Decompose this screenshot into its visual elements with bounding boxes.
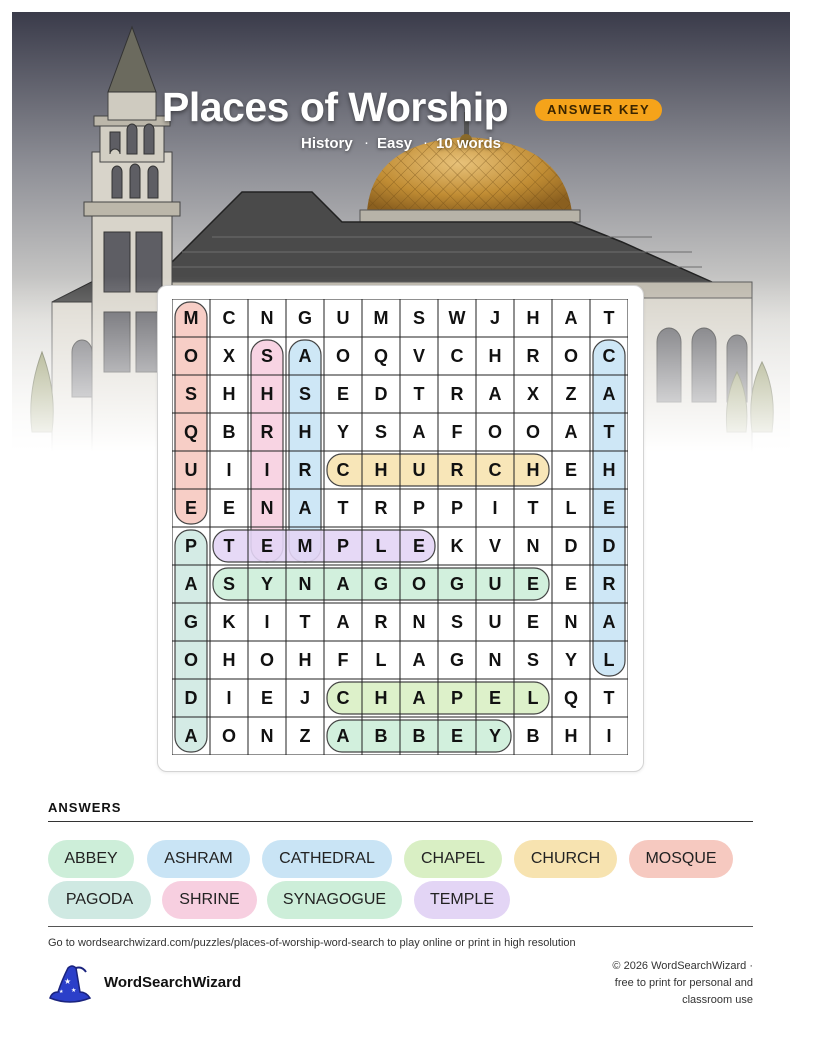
grid-cell[interactable]: F <box>337 650 349 670</box>
answer-chip-ashram: ASHRAM <box>147 840 250 878</box>
grid-cell[interactable]: O <box>525 422 540 442</box>
grid-cell[interactable]: R <box>260 422 274 442</box>
grid-cell[interactable]: S <box>374 422 387 442</box>
grid-cell[interactable]: U <box>336 308 350 328</box>
grid-cell[interactable]: P <box>184 536 197 556</box>
grid-cell[interactable]: E <box>412 536 425 556</box>
grid-cell[interactable]: U <box>488 612 502 632</box>
grid-cell[interactable]: V <box>412 346 425 366</box>
grid-cell[interactable]: N <box>260 726 274 746</box>
grid-cell[interactable]: X <box>222 346 235 366</box>
grid-cell[interactable]: B <box>526 726 540 746</box>
grid-cell[interactable]: O <box>411 574 426 594</box>
grid-cell[interactable]: N <box>298 574 312 594</box>
grid-cell[interactable]: G <box>449 650 464 670</box>
grid-cell[interactable]: H <box>602 460 616 480</box>
grid-cell[interactable]: Q <box>373 346 388 366</box>
wizard-hat-icon <box>46 962 94 1006</box>
grid-cell[interactable]: N <box>564 612 578 632</box>
grid-cell[interactable]: N <box>260 308 274 328</box>
grid-cell[interactable]: A <box>564 308 578 328</box>
word-search-grid <box>172 299 628 755</box>
grid-cell[interactable]: D <box>602 536 616 556</box>
grid-cell[interactable]: C <box>336 688 350 708</box>
grid-cell[interactable]: J <box>299 688 310 708</box>
grid-cell[interactable]: L <box>603 650 615 670</box>
grid-cell[interactable]: Z <box>299 726 311 746</box>
grid-cell[interactable]: O <box>183 650 198 670</box>
grid-cell[interactable]: P <box>450 688 463 708</box>
subject-label: History <box>301 135 353 152</box>
grid-cell[interactable]: T <box>603 688 615 708</box>
copyright-notice <box>553 958 753 1009</box>
grid-cell[interactable]: I <box>226 688 232 708</box>
grid-cell[interactable]: C <box>602 346 616 366</box>
grid-cell[interactable]: H <box>260 384 274 404</box>
brand-name: WordSearchWizard <box>104 974 242 991</box>
grid-cell[interactable]: P <box>336 536 349 556</box>
grid-cell[interactable]: O <box>487 422 502 442</box>
grid-cell[interactable]: T <box>299 612 311 632</box>
grid-cell[interactable]: W <box>448 308 466 328</box>
grid-cell[interactable]: T <box>603 422 615 442</box>
grid-cell[interactable]: A <box>564 422 578 442</box>
grid-cell[interactable]: U <box>412 460 426 480</box>
grid-cell[interactable]: E <box>602 498 615 518</box>
grid-cell[interactable]: R <box>374 612 388 632</box>
grid-cell[interactable]: R <box>298 460 312 480</box>
grid-cell[interactable]: M <box>373 308 389 328</box>
grid-cell[interactable]: G <box>449 574 464 594</box>
grid-cell[interactable]: O <box>563 346 578 366</box>
grid-cell[interactable]: O <box>335 346 350 366</box>
grid-cell[interactable]: K <box>450 536 464 556</box>
grid-cell[interactable]: H <box>374 688 388 708</box>
grid-cell[interactable]: E <box>260 536 273 556</box>
word-count-label: 10 words <box>436 135 502 152</box>
grid-cell[interactable]: C <box>336 460 350 480</box>
answer-chip-pagoda: PAGODA <box>48 881 151 919</box>
grid-cell[interactable]: E <box>526 574 539 594</box>
grid-cell[interactable]: H <box>488 346 502 366</box>
grid-cell[interactable]: A <box>412 688 426 708</box>
grid-cell[interactable]: I <box>264 460 270 480</box>
grid-cell[interactable]: I <box>226 460 232 480</box>
copyright-line: classroom use <box>682 994 753 1006</box>
grid-cell[interactable]: S <box>298 384 311 404</box>
grid-cell[interactable]: T <box>603 308 615 328</box>
grid-cell[interactable]: C <box>488 460 502 480</box>
grid-cell[interactable]: T <box>337 498 349 518</box>
grid-cell[interactable]: Y <box>564 650 577 670</box>
grid-cell[interactable]: X <box>526 384 539 404</box>
grid-cell[interactable]: C <box>450 346 464 366</box>
grid-cell[interactable]: T <box>413 384 425 404</box>
grid-cell[interactable]: E <box>488 688 501 708</box>
grid-cell[interactable]: A <box>184 726 198 746</box>
grid-cell[interactable]: A <box>336 726 350 746</box>
grid-cell[interactable]: U <box>488 574 502 594</box>
separator-dot: · <box>364 134 369 151</box>
grid-cell[interactable]: N <box>488 650 502 670</box>
grid-cell[interactable]: I <box>264 612 270 632</box>
grid-cell[interactable]: M <box>183 308 199 328</box>
separator-dot: · <box>423 134 428 151</box>
difficulty-label: Easy <box>377 135 413 152</box>
grid-cell[interactable]: R <box>450 460 464 480</box>
grid-cell[interactable]: B <box>412 726 426 746</box>
grid-cell[interactable]: R <box>374 498 388 518</box>
svg-text:★: ★ <box>59 989 64 995</box>
grid-cell[interactable]: S <box>450 612 463 632</box>
grid-cell[interactable]: H <box>526 460 540 480</box>
grid-cell[interactable]: S <box>260 346 273 366</box>
play-online-link[interactable]: Go to wordsearchwizard.com/puzzles/places-of-worship-word-search to play online or print in high resolution <box>48 937 576 949</box>
grid-cell[interactable]: T <box>527 498 539 518</box>
grid-cell[interactable]: H <box>222 384 236 404</box>
grid-cell[interactable]: R <box>602 574 616 594</box>
grid-cell[interactable]: A <box>336 574 350 594</box>
grid-cell[interactable]: H <box>298 422 312 442</box>
grid-cell[interactable]: O <box>183 346 198 366</box>
grid-cell[interactable]: P <box>412 498 425 518</box>
grid-cell[interactable]: B <box>374 726 388 746</box>
grid-cell[interactable]: Z <box>565 384 577 404</box>
grid-cell[interactable]: Y <box>488 726 501 746</box>
grid-cell[interactable]: A <box>602 384 616 404</box>
grid-cell[interactable]: T <box>223 536 235 556</box>
grid-cell[interactable]: E <box>222 498 235 518</box>
grid-cell[interactable]: S <box>222 574 235 594</box>
footer-divider <box>48 926 753 927</box>
grid-cell[interactable]: A <box>298 498 312 518</box>
answer-chip-shrine: SHRINE <box>162 881 257 919</box>
grid-cell[interactable]: S <box>526 650 539 670</box>
grid-cell[interactable]: G <box>183 612 198 632</box>
grid-cell[interactable]: S <box>184 384 197 404</box>
grid-cell[interactable]: Y <box>336 422 349 442</box>
grid-cell[interactable]: D <box>374 384 388 404</box>
grid-cell[interactable]: E <box>564 574 577 594</box>
grid-cell[interactable]: J <box>489 308 500 328</box>
grid-cell[interactable]: V <box>488 536 501 556</box>
grid-cell[interactable]: Y <box>260 574 273 594</box>
grid-cell[interactable]: H <box>526 308 540 328</box>
grid-cell[interactable]: A <box>336 612 350 632</box>
grid-cell[interactable]: A <box>412 650 426 670</box>
copyright-line: free to print for personal and <box>614 977 753 989</box>
answer-chip-chapel: CHAPEL <box>404 840 502 878</box>
grid-cell[interactable]: D <box>564 536 578 556</box>
copyright-line: © 2026 WordSearchWizard · <box>612 960 753 972</box>
grid-cell[interactable]: U <box>184 460 198 480</box>
grid-cell[interactable]: E <box>526 612 539 632</box>
puzzle-title: Places of Worship <box>162 84 509 130</box>
grid-cell[interactable]: L <box>375 536 387 556</box>
grid-cell[interactable]: N <box>526 536 540 556</box>
grid-cell[interactable]: L <box>565 498 577 518</box>
grid-cell[interactable]: L <box>527 688 539 708</box>
answer-chip-synagogue: SYNAGOGUE <box>267 881 402 919</box>
grid-cell[interactable]: Q <box>183 422 198 442</box>
grid-cell[interactable]: E <box>336 384 349 404</box>
grid-cell[interactable]: N <box>412 612 426 632</box>
grid-cell[interactable]: A <box>298 346 312 366</box>
grid-cell[interactable]: E <box>260 688 273 708</box>
grid-cell[interactable]: K <box>222 612 236 632</box>
grid-cell[interactable]: R <box>450 384 464 404</box>
answer-chip-mosque: MOSQUE <box>629 840 733 878</box>
grid-cell[interactable]: D <box>184 688 198 708</box>
grid-cell[interactable]: P <box>450 498 463 518</box>
grid-cell[interactable]: A <box>184 574 198 594</box>
grid-cell[interactable]: O <box>259 650 274 670</box>
grid-cell[interactable]: O <box>221 726 236 746</box>
answer-chip-abbey: ABBEY <box>48 840 134 878</box>
grid-cell[interactable]: C <box>222 308 236 328</box>
grid-cell[interactable]: S <box>412 308 425 328</box>
answers-divider <box>48 821 753 822</box>
answers-heading: ANSWERS <box>48 800 122 815</box>
grid-cell[interactable]: E <box>564 460 577 480</box>
svg-text:★: ★ <box>64 977 72 986</box>
grid-cell[interactable]: A <box>602 612 616 632</box>
answer-key-badge: ANSWER KEY <box>535 99 662 121</box>
grid-cell[interactable]: A <box>488 384 502 404</box>
grid-cell[interactable]: F <box>451 422 463 442</box>
svg-text:★: ★ <box>71 988 77 994</box>
grid-cell[interactable]: I <box>606 726 612 746</box>
grid-cell[interactable]: A <box>412 422 426 442</box>
grid-cell[interactable]: B <box>222 422 236 442</box>
grid-cell[interactable]: M <box>297 536 313 556</box>
answer-chip-cathedral: CATHEDRAL <box>262 840 392 878</box>
grid-cell[interactable]: N <box>260 498 274 518</box>
grid-cell[interactable]: H <box>564 726 578 746</box>
grid-cell[interactable]: Q <box>563 688 578 708</box>
grid-cell[interactable]: R <box>526 346 540 366</box>
grid-cell[interactable]: G <box>373 574 388 594</box>
grid-cell[interactable]: E <box>450 726 463 746</box>
grid-cell[interactable]: G <box>297 308 312 328</box>
grid-cell[interactable]: H <box>298 650 312 670</box>
grid-cell[interactable]: E <box>184 498 197 518</box>
answer-chip-church: CHURCH <box>514 840 617 878</box>
grid-cell[interactable]: L <box>375 650 387 670</box>
grid-cell[interactable]: I <box>492 498 498 518</box>
grid-cell[interactable]: H <box>222 650 236 670</box>
answer-chip-temple: TEMPLE <box>414 881 510 919</box>
grid-cell[interactable]: H <box>374 460 388 480</box>
